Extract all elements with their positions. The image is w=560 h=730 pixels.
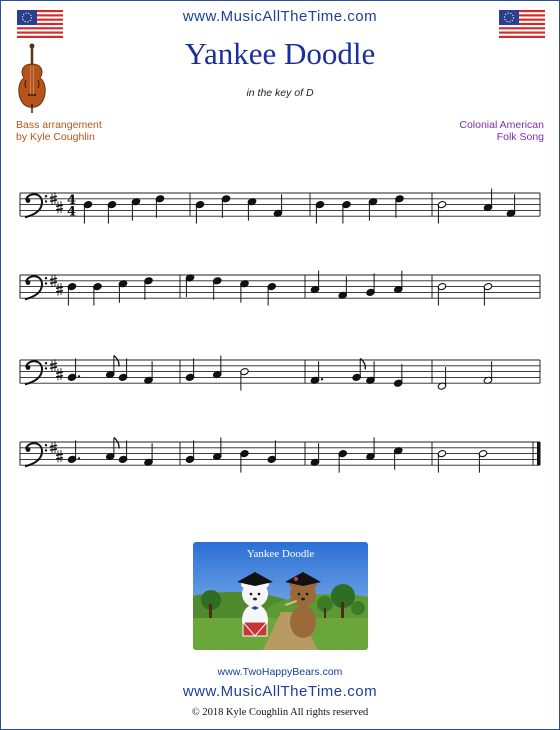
sharp-sign [50,200,57,201]
final-bar-line [537,442,541,465]
eighth-flag [114,438,119,449]
bass-clef-icon [25,194,42,217]
sharp-sign [50,449,57,450]
arrangement-line-2: by Kyle Coughlin [16,131,95,143]
bass-clef-dot [45,444,47,446]
time-signature: 4 [67,204,77,220]
sharp-sign [56,209,63,210]
bass-clef-dot [45,282,47,284]
site-url-bottom[interactable]: www.MusicAllTheTime.com [182,683,378,700]
bass-clef-dot [45,277,47,279]
dot [78,457,80,459]
bass-clef-dot [26,280,31,285]
bass-clef-icon [25,361,42,384]
sharp-sign [50,445,57,446]
dot [321,378,323,380]
sharp-sign [50,363,57,364]
copyright-notice: © 2018 Kyle Coughlin All rights reserved [191,707,369,718]
bass-clef-dot [45,195,47,197]
sharp-sign [56,458,63,459]
sharp-sign [56,205,63,206]
origin-line-2: Folk Song [496,131,544,143]
bass-clef-dot [26,447,31,452]
time-signature: 4 [67,193,77,209]
illustration-title: Yankee Doodle [246,548,315,560]
bass-clef-dot [45,367,47,369]
key-label: in the key of D [246,87,314,99]
bass-clef-dot [45,362,47,364]
sharp-sign [50,367,57,368]
arrangement-line-1: Bass arrangement [16,119,102,131]
site-url-top[interactable]: www.MusicAllTheTime.com [182,8,378,25]
bass-clef-dot [45,200,47,202]
bass-clef-icon [25,443,42,466]
bass-clef-dot [26,198,31,203]
bass-clef-dot [45,449,47,451]
dot [78,375,80,377]
sharp-sign [56,454,63,455]
partner-link[interactable]: www.TwoHappyBears.com [217,666,343,678]
page-title: Yankee Doodle [184,36,376,71]
bass-clef-dot [26,365,31,370]
sharp-sign [50,282,57,283]
bass-clef-icon [25,276,42,299]
sharp-sign [56,291,63,292]
sharp-sign [50,196,57,197]
sharp-sign [56,376,63,377]
sharp-sign [56,372,63,373]
origin-line-1: Colonial American [459,119,544,131]
sharp-sign [50,278,57,279]
eighth-flag [114,356,119,367]
sharp-sign [56,287,63,288]
